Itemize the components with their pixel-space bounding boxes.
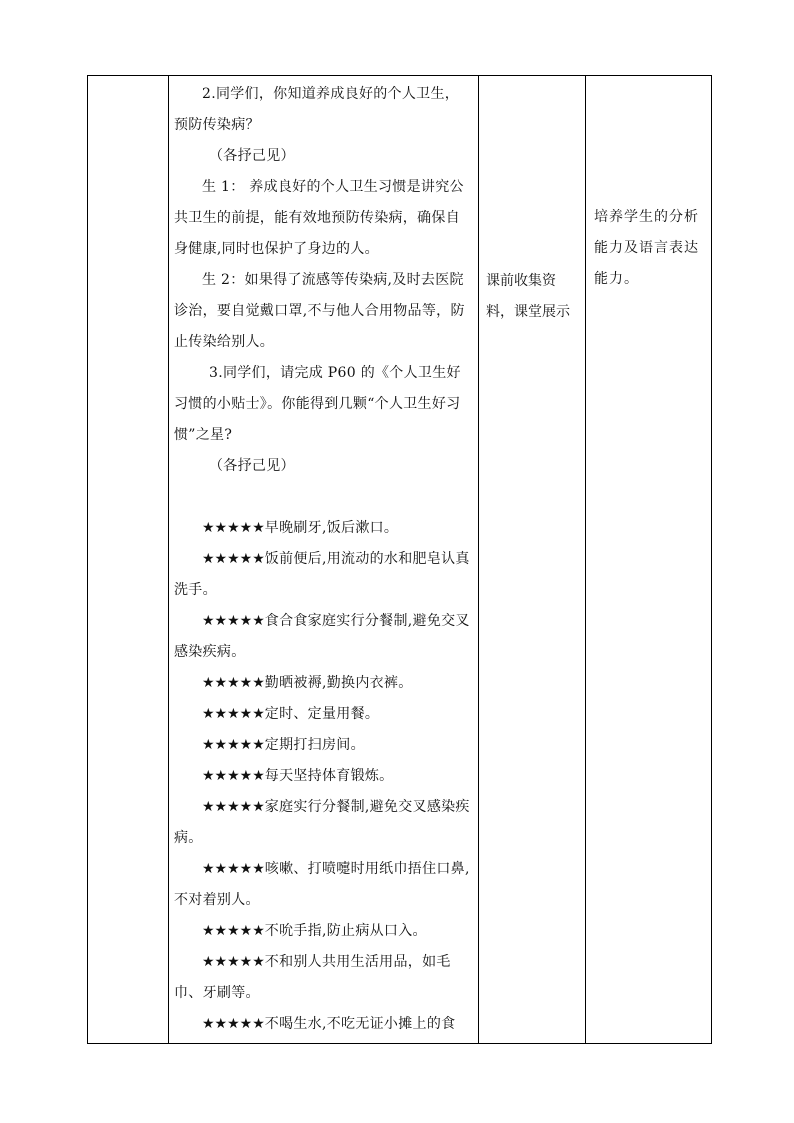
star-rating: ★★★★★ [202, 1016, 265, 1032]
table-row [88, 76, 712, 1044]
list-item [174, 947, 472, 1009]
star-rating: ★★★★★ [202, 954, 265, 970]
habit-text: 定期打扫房间。 [264, 737, 365, 753]
habit-text: 不和别人共用生活用品，如毛巾、牙刷等。 [174, 954, 451, 1001]
habit-text: 不吮手指,防止病从口入。 [264, 923, 427, 939]
teaching-content [169, 79, 478, 1040]
design-intent-text: 培养学生的分析能力及语言表达能力。 [594, 209, 699, 287]
list-item [174, 792, 472, 854]
question-3: 3.同学们，请完成 P60 的《个人卫生好习惯的小贴士》。你能得到几颗“个人卫生好习惯”之星? [174, 365, 461, 443]
opinion-note: （各抒己见） [209, 148, 295, 164]
lesson-plan-table [87, 75, 712, 1044]
star-rating: ★★★★★ [202, 923, 265, 939]
student-1-answer: 生 1： 养成良好的个人卫生习惯是讲究公共卫生的前提，能有效地预防传染病，确保自身健康,同时也保护了身边的人。 [174, 179, 464, 257]
list-item [174, 854, 472, 916]
student-activity-text: 课前收集资料，课堂展示 [486, 273, 570, 320]
star-rating: ★★★★★ [202, 861, 265, 877]
teaching-content-cell [169, 76, 479, 1044]
star-rating: ★★★★★ [202, 799, 265, 815]
list-item [174, 730, 472, 761]
habit-text: 咳嗽、打喷嚏时用纸巾捂住口鼻,不对着别人。 [174, 861, 470, 908]
star-rating: ★★★★★ [202, 768, 265, 784]
list-item [174, 668, 472, 699]
list-item [174, 916, 472, 947]
habit-text: 早晚刷牙,饭后漱口。 [264, 520, 399, 536]
star-rating: ★★★★★ [202, 737, 265, 753]
list-item [174, 513, 472, 544]
habit-text: 勤晒被褥,勤换内衣裤。 [264, 675, 413, 691]
star-rating: ★★★★★ [202, 551, 265, 567]
list-item [174, 699, 472, 730]
star-rating: ★★★★★ [202, 706, 265, 722]
list-item [174, 606, 472, 668]
question-2: 2.同学们，你知道养成良好的个人卫生，预防传染病？ [174, 86, 460, 133]
habit-text: 每天坚持体育锻炼。 [264, 768, 394, 784]
design-intent-cell [586, 76, 712, 1044]
opinion-note: （各抒己见） [209, 458, 295, 474]
habit-text: 食合食家庭实行分餐制,避免交叉感染疾病。 [174, 613, 470, 660]
list-item [174, 761, 472, 792]
star-rating: ★★★★★ [202, 675, 265, 691]
habit-text: 家庭实行分餐制,避免交叉感染疾病。 [174, 799, 470, 846]
student-2-answer: 生 2：如果得了流感等传染病,及时去医院诊治，要自觉戴口罩,不与他人合用物品等，防止传染给别人。 [174, 272, 465, 350]
list-item [174, 544, 472, 606]
stage-cell [88, 76, 169, 1044]
spacer [174, 482, 472, 513]
list-item [174, 1009, 472, 1040]
student-activity-cell [479, 76, 586, 1044]
habit-text: 饭前便后,用流动的水和肥皂认真洗手。 [174, 551, 470, 598]
star-rating: ★★★★★ [202, 613, 265, 629]
habit-text: 定时、定量用餐。 [264, 706, 380, 722]
star-rating: ★★★★★ [202, 520, 265, 536]
habit-star-list [174, 513, 472, 1040]
habit-text: 不喝生水,不吃无证小摊上的食 [264, 1016, 456, 1032]
